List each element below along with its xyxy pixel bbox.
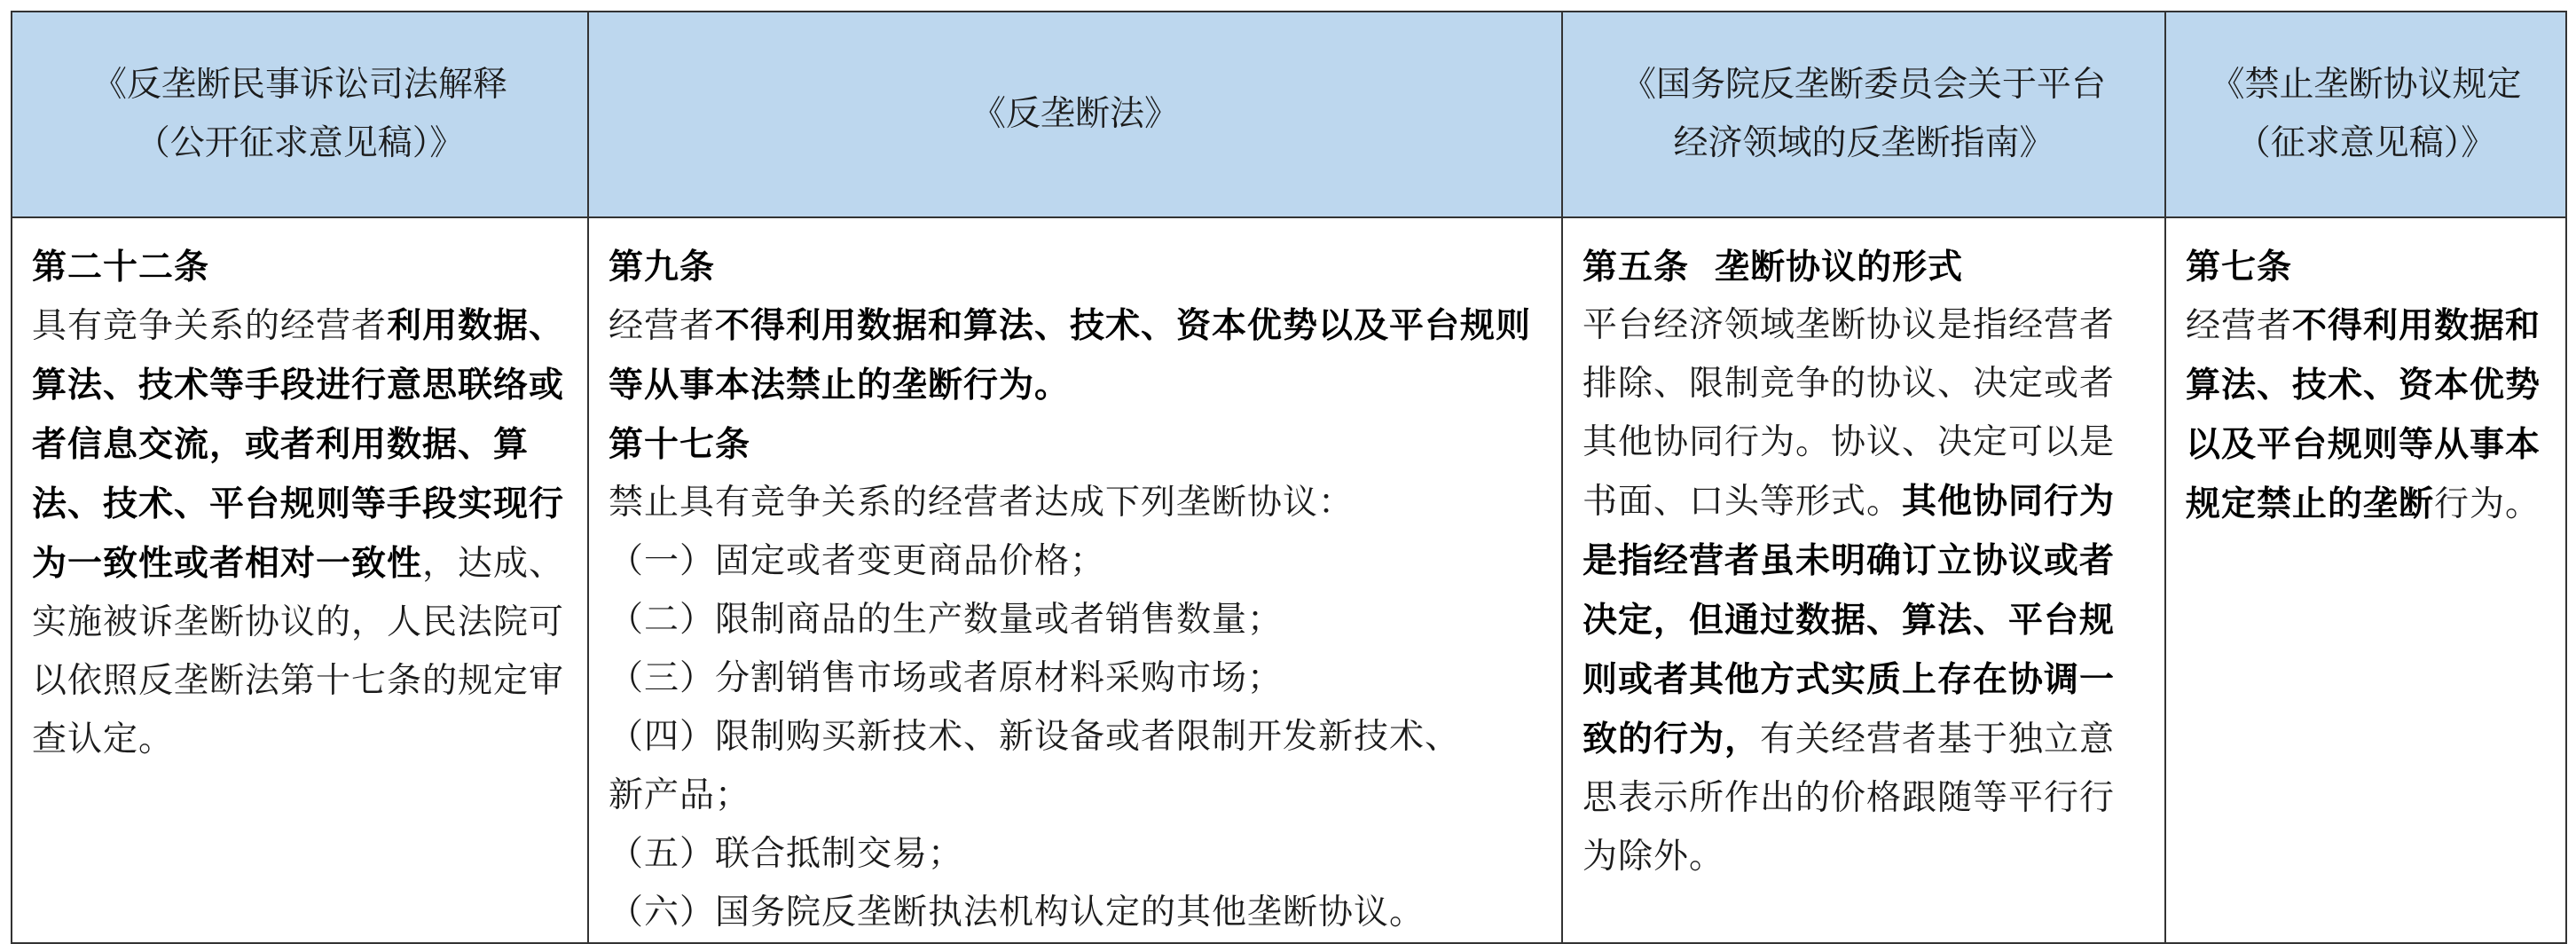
article-text-normal: 有关经营者基于独立意思表示所作出的价格跟随等平行行为除外。 — [1583, 720, 2116, 877]
article-text-bold: 其他协同行为是指经营者虽未明确订立协议或者决定，但通过数据、算法、平台规则或者其他方式实质上存在协调一致的行为， — [1583, 481, 2116, 759]
article-intro: 禁止具有竞争关系的经营者达成下列垄断协议： — [609, 483, 1355, 523]
article-number: 第五条 垄断协议的形式 — [1583, 247, 1964, 287]
article-text-normal: 行为。 — [2434, 484, 2541, 524]
list-item: （六）国务院反垄断执法机构认定的其他垄断协议。 — [609, 893, 1425, 932]
header-title-line: 《反垄断法》 — [970, 94, 1179, 134]
article-number: 第九条 — [609, 247, 716, 287]
article-text-normal: 平台经济领域垄断协议是指经营者排除、限制竞争的协议、决定或者其他协同行为。协议、决定可以是书面、口头等形式。 — [1583, 305, 2116, 522]
article-number: 第二十二条 — [32, 247, 210, 287]
list-item: （一）固定或者变更商品价格； — [609, 541, 1106, 581]
header-cell-civil-litigation-interpretation — [12, 12, 588, 217]
comparison-table — [11, 11, 2567, 944]
header-cell-antimonopoly-law — [588, 12, 1562, 217]
article-number: 第十七条 — [609, 424, 751, 465]
list-item: 新产品； — [609, 775, 751, 815]
article-number: 第七条 — [2186, 247, 2293, 287]
article-text-normal: 具有竞争关系的经营者 — [32, 306, 388, 346]
header-cell-monopoly-agreement-provisions — [2165, 12, 2566, 217]
article-text — [609, 296, 1542, 415]
article-text — [2186, 296, 2546, 534]
article-text-bold: 不得利用数据和算法、技术、资本优势以及平台规则等从事本规定禁止的垄断 — [2186, 305, 2541, 524]
header-title-line: 《禁止垄断协议规定 — [2210, 65, 2522, 105]
header-title-line: 《国务院反垄断委员会关于平台 — [1621, 65, 2106, 105]
content-cell-civil-litigation-interpretation — [12, 217, 588, 943]
header-title-line: （公开征求意见稿）》 — [135, 123, 465, 163]
content-cell-monopoly-agreement-provisions — [2165, 217, 2566, 943]
article-text — [1583, 296, 2145, 886]
header-title-line: 《反垄断民事诉讼司法解释 — [91, 65, 507, 105]
header-title-line: （征求意见稿）》 — [2235, 123, 2496, 163]
content-cell-antimonopoly-law — [588, 217, 1562, 943]
article-text-bold: 利用数据、算法、技术等手段进行意思联络或者信息交流，或者利用数据、算法、技术、平台规则等手段实现行为一致性或者相对一致性 — [32, 305, 565, 584]
article-text-normal: 经营者 — [609, 306, 716, 346]
list-item: （二）限制商品的生产数量或者销售数量； — [609, 600, 1284, 640]
list-item: （五）联合抵制交易； — [609, 834, 964, 874]
article-text — [32, 296, 568, 769]
header-row — [12, 12, 2566, 217]
article-text-normal: ，达成、实施被诉垄断协议的，人民法院可以依照反垄断法第十七条的规定审查认定。 — [32, 544, 565, 759]
header-cell-platform-guidelines — [1562, 12, 2165, 217]
list-item: （四）限制购买新技术、新设备或者限制开发新技术、 — [609, 717, 1461, 757]
article-text-normal: 经营者 — [2186, 306, 2293, 346]
content-row — [12, 217, 2566, 943]
content-cell-platform-guidelines — [1562, 217, 2165, 943]
article-text-bold: 不得利用数据和算法、技术、资本优势以及平台规则等从事本法禁止的垄断行为。 — [609, 305, 1532, 405]
list-item: （三）分割销售市场或者原材料采购市场； — [609, 658, 1284, 698]
header-title-line: 经济领域的反垄断指南》 — [1673, 123, 2054, 163]
